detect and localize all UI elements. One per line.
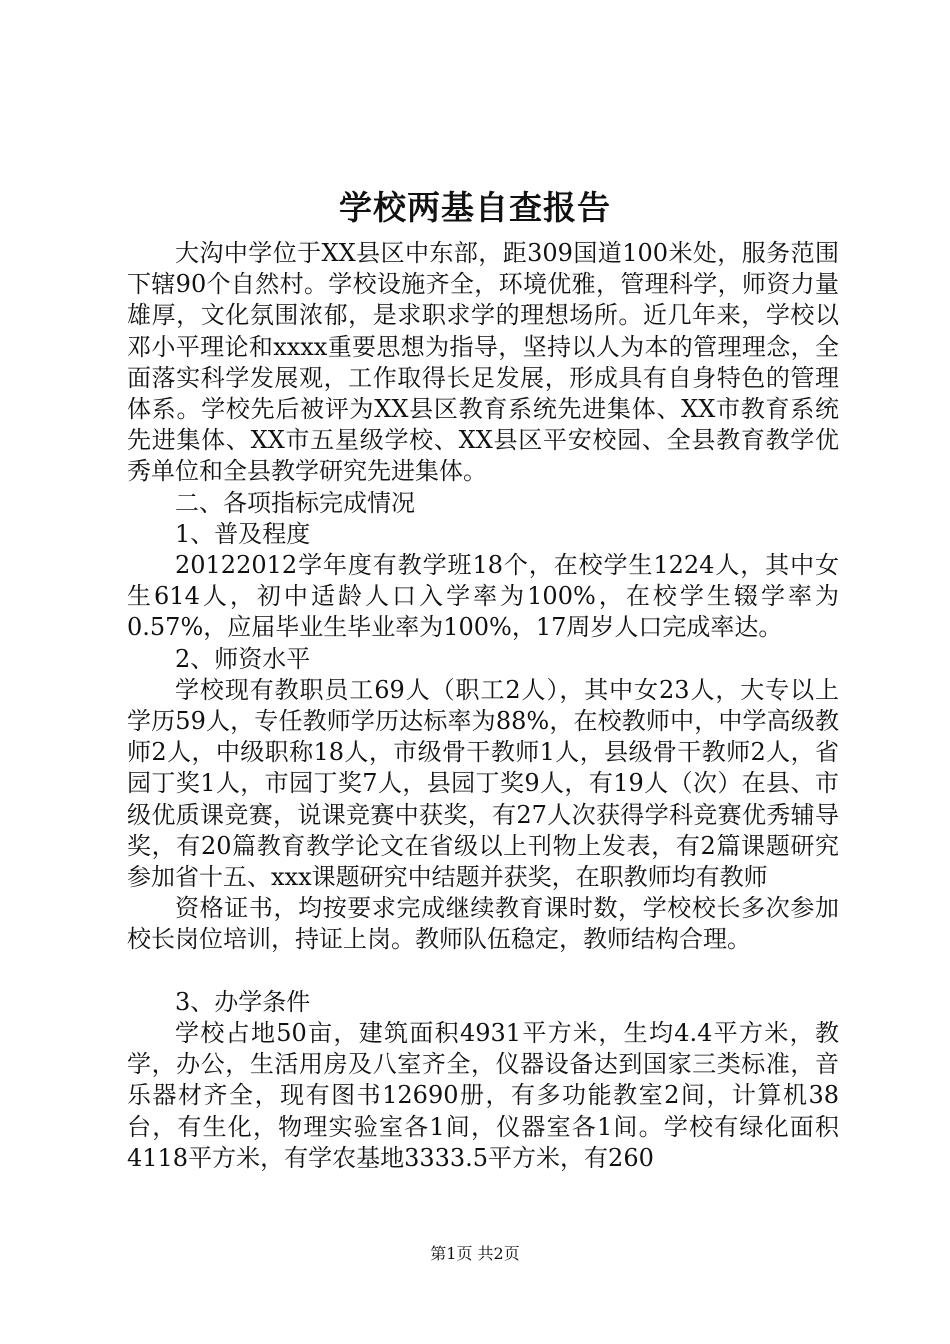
intro-paragraph: 大沟中学位于XX县区中东部，距309国道100米处，服务范围下辖90个自然村。学校设施齐全，环境优雅，管理科学，师资力量雄厚，文化氛围浓郁，是求职求学的理想场所。近几年来，学校以邓小平理论和xxxx重要思想为指导，坚持以人为本的管理理念，全面落实科学发展观，工作取得长足发展，形成具有自身特色的管理体系。学校先后被评为XX县区教育系统先进集体、XX市教育系统先进集体、XX市五星级学校、XX县区平安校园、全县教育教学优秀单位和全县教学研究先进集体。 [127,239,839,486]
subsection-heading-2: 2、师资水平 [175,644,311,673]
section-heading: 二、各项指标完成情况 [175,488,415,517]
subsection-paragraph-1: 20122012学年度有教学班18个，在校学生1224人，其中女生614人，初中适龄人口入学率为100%，在校学生辍学率为0.57%，应届毕业生毕业率为100%，17周岁人口完成率达。 [127,551,839,642]
page-footer: 第1页 共2页 [430,1244,520,1263]
document-title: 学校两基自查报告 [339,188,611,227]
document-body [127,238,839,1174]
subsection-paragraph-3: 学校占地50亩，建筑面积4931平方米，生均4.4平方米，教学，办公，生活用房及八室齐全，仪器设备达到国家三类标准，音乐器材齐全，现有图书12690册，有多功能教室2间，计算机38台，有生化，物理实验室各1间，仪器室各1间。学校有绿化面积4118平方米，有学农基地3333.5平方米，有260 [127,1019,839,1172]
blank-line [127,956,839,987]
subsection-heading-3: 3、办学条件 [175,987,311,1016]
subsection-paragraph-2b: 资格证书，均按要求完成继续教育课时数，学校校长多次参加校长岗位培训，持证上岗。教师队伍稳定，教师结构合理。 [127,894,839,954]
subsection-heading-1: 1、普及程度 [175,519,311,548]
subsection-paragraph-2a: 学校现有教职员工69人（职工2人），其中女23人，大专以上学历59人，专任教师学历达标率为88%，在校教师中，中学高级教师2人，中级职称18人，市级骨干教师1人，县级骨干教师2人，省园丁奖1人，市园丁奖7人，县园丁奖9人，有19人（次）在县、市级优质课竞赛，说课竞赛中获奖，有27人次获得学科竞赛优秀辅导奖，有20篇教育教学论文在省级以上刊物上发表，有2篇课题研究参加省十五、xxx课题研究中结题并获奖，在职教师均有教师 [127,675,839,892]
